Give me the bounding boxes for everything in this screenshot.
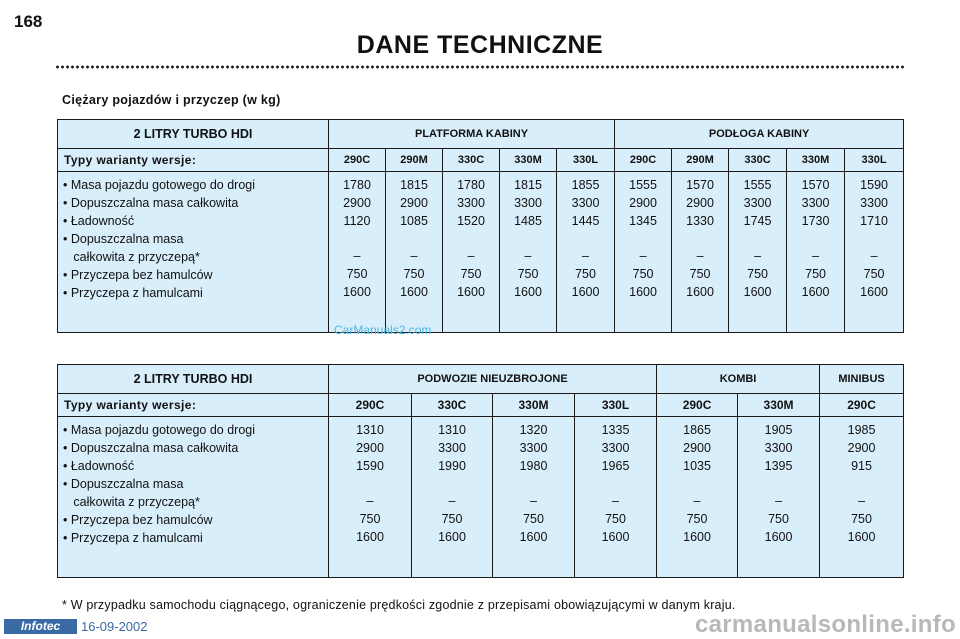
value-cell: 1590 bbox=[356, 459, 384, 473]
value-cell: 1600 bbox=[400, 284, 428, 299]
value-cell: 3300 bbox=[571, 196, 600, 210]
value-cell: 3300 bbox=[514, 196, 542, 210]
value-column bbox=[493, 417, 575, 578]
value-cell: – bbox=[530, 494, 537, 508]
value-cell: 750 bbox=[346, 266, 368, 281]
value-cell: 750 bbox=[747, 266, 768, 281]
value-cell: 2900 bbox=[686, 196, 714, 210]
infotec-logo: Infotec bbox=[4, 619, 77, 634]
value-cell: 1905 bbox=[764, 423, 793, 437]
value-cell: – bbox=[366, 494, 374, 508]
row-labels bbox=[58, 172, 329, 333]
value-cell: 750 bbox=[517, 266, 539, 281]
footnote: * W przypadku samochodu ciągnącego, ograniczenie prędkości zgodnie z przepisami obowiązującymi w danym kraju. bbox=[62, 598, 736, 612]
weights-table-2 bbox=[57, 364, 904, 578]
value-column bbox=[729, 172, 787, 333]
value-cell: 3300 bbox=[860, 196, 888, 210]
value-cell: 1445 bbox=[571, 214, 600, 228]
engine-header: 2 LITRY TURBO HDI bbox=[58, 120, 329, 149]
value-cell: 2900 bbox=[847, 441, 876, 455]
value-cell: 1600 bbox=[438, 529, 466, 544]
value-cell: 1600 bbox=[343, 284, 371, 299]
value-cell: 750 bbox=[632, 266, 654, 281]
variant-header: 330L bbox=[845, 149, 904, 172]
value-cell: – bbox=[524, 249, 532, 263]
page-number: 168 bbox=[14, 12, 43, 31]
value-column bbox=[329, 417, 412, 578]
value-cell: 1780 bbox=[343, 178, 371, 192]
value-cell: 1600 bbox=[860, 284, 888, 299]
variant-header: 330L bbox=[575, 394, 657, 417]
row-label: • Dopuszczalna masa bbox=[63, 232, 184, 246]
value-cell: 1600 bbox=[601, 529, 630, 544]
value-cell: 1600 bbox=[764, 529, 793, 544]
value-cell: 1600 bbox=[743, 284, 772, 299]
value-cell: 1600 bbox=[629, 284, 657, 299]
variant-header: 330C bbox=[729, 149, 787, 172]
value-column bbox=[787, 172, 845, 333]
value-cell: 1600 bbox=[514, 284, 542, 299]
value-cell: 1990 bbox=[438, 459, 466, 473]
value-column bbox=[575, 417, 657, 578]
value-column bbox=[820, 417, 904, 578]
row-label: • Przyczepa z hamulcami bbox=[63, 531, 203, 545]
variant-header: 330C bbox=[443, 149, 500, 172]
value-cell: – bbox=[693, 494, 701, 508]
value-cell: – bbox=[775, 494, 783, 508]
value-cell: – bbox=[353, 249, 361, 263]
variant-header: 290C bbox=[820, 394, 904, 417]
row-label: • Dopuszczalna masa bbox=[63, 477, 184, 491]
value-cell: 750 bbox=[403, 266, 425, 281]
value-cell: 1985 bbox=[847, 423, 876, 437]
value-cell: 750 bbox=[805, 266, 826, 281]
value-column bbox=[615, 172, 672, 333]
weights-table-1 bbox=[57, 119, 904, 333]
value-cell: 1745 bbox=[743, 214, 772, 228]
value-cell: 1730 bbox=[801, 214, 830, 228]
row-labels bbox=[58, 417, 329, 578]
row-label: • Dopuszczalna masa całkowita bbox=[63, 196, 239, 210]
row-label: • Masa pojazdu gotowego do drogi bbox=[63, 423, 256, 437]
value-cell: 2900 bbox=[400, 196, 428, 210]
value-cell: 1980 bbox=[519, 459, 548, 473]
value-cell: 750 bbox=[605, 511, 626, 526]
site-watermark: carmanualsonline.info bbox=[694, 611, 956, 638]
value-cell: 1310 bbox=[356, 423, 384, 437]
value-column bbox=[738, 417, 820, 578]
watermark: CarManuals2.com bbox=[334, 323, 432, 337]
dotted-divider bbox=[55, 65, 905, 69]
value-cell: 1570 bbox=[801, 178, 830, 192]
value-cell: 3300 bbox=[764, 441, 793, 455]
value-cell: 915 bbox=[851, 459, 872, 473]
value-cell: 1345 bbox=[629, 214, 657, 228]
value-cell: 750 bbox=[441, 511, 463, 526]
value-cell: 1780 bbox=[457, 178, 485, 192]
value-cell: 1600 bbox=[457, 284, 485, 299]
value-column bbox=[412, 417, 493, 578]
value-cell: – bbox=[754, 249, 762, 263]
value-column bbox=[657, 417, 738, 578]
section-subtitle: Ciężary pojazdów i przyczep (w kg) bbox=[62, 93, 281, 107]
row-label: • Dopuszczalna masa całkowita bbox=[63, 441, 239, 455]
variant-header: 290C bbox=[329, 394, 412, 417]
value-cell: 1815 bbox=[400, 178, 428, 192]
value-cell: – bbox=[870, 249, 878, 263]
value-cell: 3300 bbox=[743, 196, 772, 210]
group-header-platform: PLATFORMA KABINY bbox=[329, 120, 615, 149]
page-title: DANE TECHNICZNE bbox=[356, 31, 604, 59]
row-label: • Ładowność bbox=[63, 459, 135, 473]
value-cell: 1035 bbox=[683, 459, 711, 473]
variant-header: 330M bbox=[738, 394, 820, 417]
value-cell: 3300 bbox=[457, 196, 485, 210]
value-column bbox=[443, 172, 500, 333]
row-label: całkowita z przyczepą* bbox=[63, 250, 200, 264]
value-cell: 1855 bbox=[571, 178, 600, 192]
group-header-kombi: KOMBI bbox=[657, 365, 820, 394]
value-cell: 1600 bbox=[519, 529, 548, 544]
value-cell: 750 bbox=[359, 511, 381, 526]
types-label: Typy warianty wersje: bbox=[58, 394, 329, 417]
value-cell: 2900 bbox=[343, 196, 371, 210]
value-cell: 1815 bbox=[514, 178, 542, 192]
value-cell: 1600 bbox=[686, 284, 714, 299]
value-cell: 1120 bbox=[343, 214, 371, 228]
value-column bbox=[500, 172, 557, 333]
value-cell: 1520 bbox=[457, 214, 485, 228]
row-label: • Masa pojazdu gotowego do drogi bbox=[63, 178, 256, 192]
value-cell: – bbox=[448, 494, 456, 508]
value-cell: – bbox=[410, 249, 418, 263]
value-cell: – bbox=[812, 249, 820, 263]
row-label: • Przyczepa bez hamulców bbox=[63, 513, 213, 527]
value-cell: 750 bbox=[686, 511, 708, 526]
variant-header: 330M bbox=[493, 394, 575, 417]
value-cell: 3300 bbox=[438, 441, 466, 455]
value-cell: 750 bbox=[768, 511, 789, 526]
value-cell: 750 bbox=[689, 266, 711, 281]
value-cell: 3300 bbox=[519, 441, 548, 455]
value-cell: 1600 bbox=[847, 529, 876, 544]
value-cell: 1710 bbox=[860, 214, 888, 228]
value-cell: 1570 bbox=[686, 178, 714, 192]
value-cell: 2900 bbox=[356, 441, 384, 455]
value-cell: 1555 bbox=[743, 178, 772, 192]
value-cell: – bbox=[639, 249, 647, 263]
row-label: • Przyczepa bez hamulców bbox=[63, 268, 213, 282]
variant-header: 290C bbox=[615, 149, 672, 172]
variant-header: 290C bbox=[329, 149, 386, 172]
value-cell: 1600 bbox=[683, 529, 711, 544]
variant-header: 330L bbox=[557, 149, 615, 172]
value-cell: 2900 bbox=[683, 441, 711, 455]
value-cell: 1600 bbox=[356, 529, 384, 544]
variant-header: 330M bbox=[500, 149, 557, 172]
value-column bbox=[557, 172, 615, 333]
value-cell: 1485 bbox=[514, 214, 542, 228]
value-cell: 750 bbox=[523, 511, 544, 526]
value-cell: 1335 bbox=[601, 423, 630, 437]
variant-header: 290M bbox=[386, 149, 443, 172]
value-cell: 1590 bbox=[860, 178, 888, 192]
row-label: całkowita z przyczepą* bbox=[63, 495, 200, 509]
value-cell: – bbox=[858, 494, 866, 508]
value-cell: 3300 bbox=[801, 196, 830, 210]
value-cell: 1330 bbox=[686, 214, 714, 228]
value-column bbox=[672, 172, 729, 333]
variant-header: 330C bbox=[412, 394, 493, 417]
value-cell: 1600 bbox=[571, 284, 600, 299]
group-header-minibus: MINIBUS bbox=[820, 365, 904, 394]
group-header-floor: PODŁOGA KABINY bbox=[615, 120, 904, 149]
value-column bbox=[845, 172, 904, 333]
value-cell: 1395 bbox=[764, 459, 793, 473]
print-date: 16-09-2002 bbox=[81, 619, 148, 634]
row-label: • Przyczepa z hamulcami bbox=[63, 286, 203, 300]
variant-header: 290M bbox=[672, 149, 729, 172]
value-cell: – bbox=[696, 249, 704, 263]
variant-header: 290C bbox=[657, 394, 738, 417]
value-cell: 3300 bbox=[601, 441, 630, 455]
variant-header: 330M bbox=[787, 149, 845, 172]
value-cell: – bbox=[467, 249, 475, 263]
value-cell: 750 bbox=[460, 266, 482, 281]
value-cell: 1085 bbox=[400, 214, 428, 228]
engine-header: 2 LITRY TURBO HDI bbox=[58, 365, 329, 394]
types-label: Typy warianty wersje: bbox=[58, 149, 329, 172]
value-cell: – bbox=[612, 494, 619, 508]
value-cell: 750 bbox=[863, 266, 885, 281]
value-cell: 1320 bbox=[519, 423, 548, 437]
group-header-chassis: PODWOZIE NIEUZBROJONE bbox=[329, 365, 657, 394]
value-cell: 1965 bbox=[601, 459, 630, 473]
value-column bbox=[329, 172, 386, 333]
value-cell: 750 bbox=[575, 266, 596, 281]
value-cell: – bbox=[582, 249, 589, 263]
value-cell: 1600 bbox=[801, 284, 830, 299]
value-cell: 2900 bbox=[629, 196, 657, 210]
value-column bbox=[386, 172, 443, 333]
row-label: • Ładowność bbox=[63, 214, 135, 228]
value-cell: 1555 bbox=[629, 178, 657, 192]
value-cell: 1865 bbox=[683, 423, 711, 437]
value-cell: 1310 bbox=[438, 423, 466, 437]
value-cell: 750 bbox=[851, 511, 872, 526]
